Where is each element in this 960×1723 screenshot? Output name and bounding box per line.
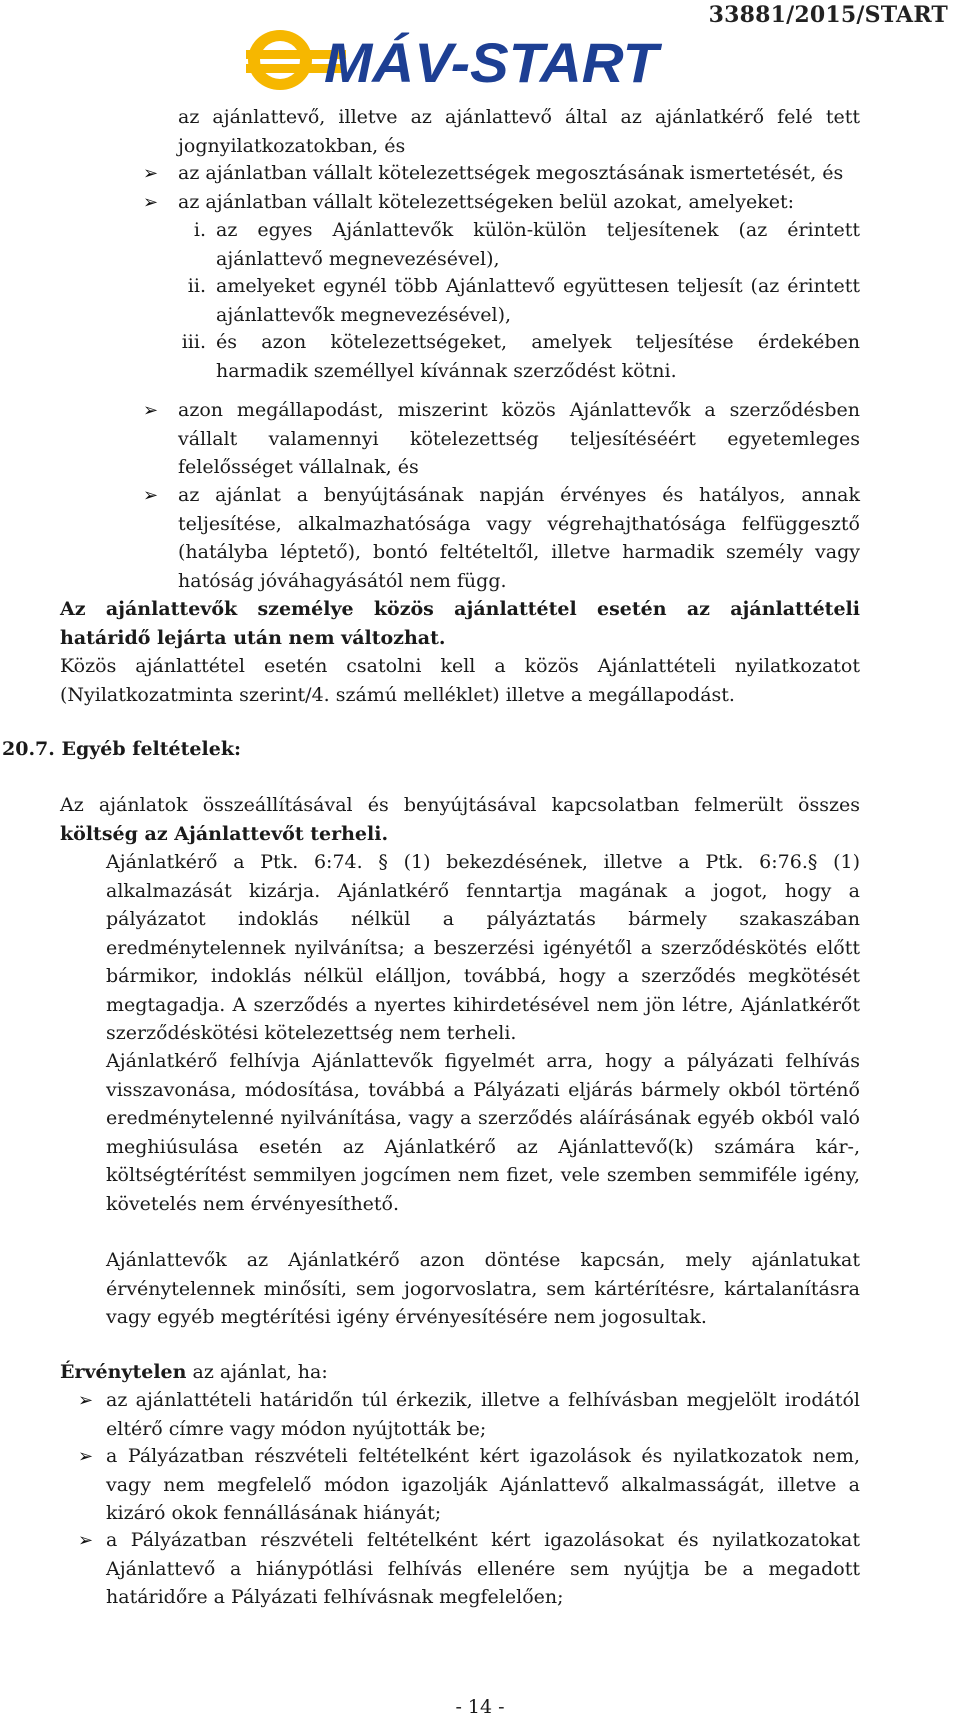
bullet-arrow-icon: ➢ (78, 1530, 94, 1551)
paragraph: Ajánlatkérő a Ptk. 6:74. § (1) bekezdésének, illetve a Ptk. 6:76.§ (1) alkalmazását kizárja. Ajánlatkérő fenntartja magának a jogot, hogy a pályázatot indoklás nélkül a pályáztatás bármely szakaszában eredménytelennek nyilvánítsa; a beszerzési igényétől a szerződéskötés előtt bármikor, indoklás nélkül elálljon, továbbá, hogy a szerződés megkötését megtagadja. A szerződés a nyertes kihirdetésével nem jön létre, Ajánlatkérőt szerződéskötési kötelezettség nem terheli. (106, 851, 860, 1044)
paragraph-text: Az ajánlatok összeállításával és benyújtásával kapcsolatban felmerült összes (60, 794, 860, 816)
paragraph: Közös ajánlattétel esetén csatolni kell a közös Ajánlattételi nyilatkozatot (Nyilatkozatminta szerint/4. számú melléklet) illetve a megállapodást. (60, 655, 860, 706)
mav-start-logo (246, 24, 666, 92)
document-id: 33881/2015/START (708, 2, 948, 28)
logo-text: MÁV-START (324, 31, 663, 92)
paragraph: Ajánlatkérő felhívja Ajánlattevők figyelmét arra, hogy a pályázati felhívás visszavonása, módosítása, továbbá a Pályázati eljárás bármely okból történő eredménytelenné nyilvánítása, vagy a szerződés aláírásának egyéb okból való meghiúsulása esetén az Ajánlatkérő az Ajánlattevő(k) számára kár-, költségtérítést semmilyen jogcímen nem fizet, vele szemben semmiféle igény, követelés nem érvényesíthető. (106, 1050, 860, 1215)
bullet-item: az ajánlatban vállalt kötelezettségek megosztásának ismertetését, és (178, 162, 844, 184)
bullet-arrow-icon: ➢ (78, 1446, 94, 1467)
sub-item: az egyes Ajánlattevők külön-külön teljesítenek (az érintett ajánlattevő megnevezésével), (216, 219, 860, 270)
bold-notice: Az ajánlattevők személye közös ajánlattétel esetén az ajánlattételi határidő lejárta után nem változhat. (60, 598, 860, 649)
paragraph-text: az ajánlat, ha: (186, 1361, 328, 1383)
bullet-item: az ajánlatban vállalt kötelezettségeken belül azokat, amelyeket: (178, 191, 794, 213)
paragraph (60, 1358, 860, 1387)
bullet-arrow-icon: ➢ (143, 400, 159, 421)
sub-item: és azon kötelezettségeket, amelyek teljesítése érdekében harmadik személlyel kívánnak szerződést kötni. (216, 331, 860, 382)
bullet-arrow-icon: ➢ (143, 485, 159, 506)
bullet-item: az ajánlat a benyújtásának napján érvényes és hatályos, annak teljesítése, alkalmazhatósága vagy végrehajthatósága felfüggesztő (hatályba léptető), bontó feltételtől, illetve harmadik személy vagy hatóság jóváhagyásától nem függ. (178, 484, 860, 592)
roman-numeral: ii. (187, 275, 206, 297)
bullet-item: azon megállapodást, miszerint közös Ajánlattevők a szerződésben vállalt valamennyi kötelezettség teljesítéséért egyetemleges felelősséget vállalnak, és (178, 399, 860, 478)
bold-phrase: költség az Ajánlattevőt terheli. (60, 822, 389, 845)
paragraph (60, 791, 860, 848)
paragraph: az ajánlattevő, illetve az ajánlattevő által az ajánlatkérő felé tett jognyilatkozatokban, és (178, 106, 860, 157)
page-number: - 14 - (455, 1696, 505, 1718)
bullet-arrow-icon: ➢ (143, 163, 159, 184)
bullet-arrow-icon: ➢ (78, 1390, 94, 1411)
bold-phrase: Érvénytelen (60, 1361, 187, 1383)
bullet-item: a Pályázatban részvételi feltételként kért igazolások és nyilatkozatok nem, vagy nem megfelelő módon igazolják Ajánlattevő alkalmasságát, illetve a kizáró okok fennállásának hiányát; (106, 1445, 860, 1524)
roman-numeral: iii. (181, 331, 206, 353)
bullet-item: a Pályázatban részvételi feltételként kért igazolásokat és nyilatkozatokat Ajánlattevő a hiánypótlási felhívás ellenére sem nyújtja be a megadott határidőre a Pályázati felhívásnak megfelelően; (106, 1529, 860, 1608)
section-heading: 20.7. Egyéb feltételek: (2, 738, 241, 760)
bullet-arrow-icon: ➢ (143, 192, 159, 213)
paragraph: Ajánlattevők az Ajánlatkérő azon döntése kapcsán, mely ajánlatukat érvénytelennek minősíti, sem jogorvoslatra, sem kártérítésre, kártalanításra vagy egyéb megtérítési igény érvényesítésére nem jogosultak. (106, 1249, 860, 1328)
bullet-item: az ajánlattételi határidőn túl érkezik, illetve a felhívásban megjelölt irodától eltérő címre vagy módon nyújtották be; (106, 1389, 860, 1440)
sub-item: amelyeket egynél több Ajánlattevő együttesen teljesít (az érintett ajánlattevők megnevezésével), (216, 275, 860, 326)
roman-numeral: i. (193, 219, 206, 241)
